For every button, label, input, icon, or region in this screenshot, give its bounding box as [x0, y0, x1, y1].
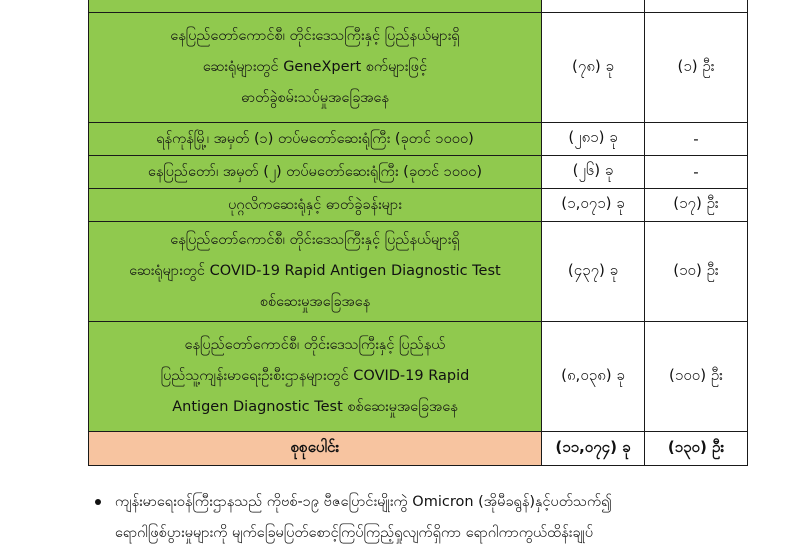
row-description [89, 13, 542, 123]
row-description-line: နေပြည်တော်ကောင်စီ၊ တိုင်းဒေသကြီးနှင့် ပြည်နယ် [184, 337, 446, 353]
row-description-line: ပြည်သူ့ကျန်းမာရေးဦးစီးဌာနများတွင် COVID-19 Rapid [160, 368, 470, 384]
row-description-line: နေပြည်တော်ကောင်စီ၊ တိုင်းဒေသကြီးနှင့် ပြည်နယ်များရှိ [170, 232, 460, 248]
row-people: (၁၇) ဦး [645, 189, 748, 222]
total-label: စုစုပေါင်း [89, 432, 542, 466]
bullet-section [95, 487, 795, 549]
row-description-line: စစ်ဆေးမှုအခြေအနေ [259, 294, 371, 310]
row-count: (၂၆) ခု [542, 156, 645, 189]
row-description [89, 189, 542, 222]
table-row [89, 0, 748, 13]
row-count: (၈,၀၃၈) ခု [542, 322, 645, 432]
row-count: (၂၈၁) ခု [542, 123, 645, 156]
row-description [89, 0, 542, 13]
row-people: - [645, 123, 748, 156]
bullet-text-line1: ကျန်းမာရေးဝန်ကြီးဌာနသည် ကိုဗစ်-၁၉ ဗီဇပြောင်းမျိုးကွဲ Omicron (အိုမီခရွန်)နှင့်ပတ်သက်၍ [115, 494, 613, 510]
table-row [89, 189, 748, 222]
bullet-dot-icon [95, 499, 101, 505]
row-description-line: ပုဂ္ဂလိကဆေးရုံနှင့် ဓာတ်ခွဲခန်းများ [228, 196, 402, 213]
row-description-line: နေပြည်တော်ကောင်စီ၊ တိုင်းဒေသကြီးနှင့် ပြည်နယ်များရှိ [170, 28, 460, 44]
row-description-line: ဆေးရုံများတွင် COVID-19 Rapid Antigen Diagnostic Test [129, 263, 501, 279]
total-people: (၁၃၀) ဦး [645, 432, 748, 466]
row-count: (၄၃၇) ခု [542, 222, 645, 322]
total-count: (၁၁,၀၇၄) ခု [542, 432, 645, 466]
row-description [89, 322, 542, 432]
row-people: - [645, 156, 748, 189]
row-count: (၁,၀၇၁) ခု [542, 189, 645, 222]
row-description [89, 222, 542, 322]
row-people [645, 0, 748, 13]
row-description [89, 156, 542, 189]
row-count: (၇၈) ခု [542, 13, 645, 123]
table-row [89, 222, 748, 322]
bullet-item [95, 487, 795, 518]
row-description-line: နေပြည်တော်၊ အမှတ် (၂) တပ်မတော်ဆေးရုံကြီး (ခုတင် ၁၀၀၀) [147, 163, 483, 180]
row-people: (၁၀၀) ဦး [645, 322, 748, 432]
row-description-line: ဓာတ်ခွဲစမ်းသပ်မှုအခြေအနေ [241, 90, 389, 106]
row-description-line: ဆေးရုံများတွင် GeneXpert စက်များဖြင့် [202, 59, 428, 75]
row-people: (၁) ဦး [645, 13, 748, 123]
row-count [542, 0, 645, 13]
row-description-line: ရန်ကုန်မြို့၊ အမှတ် (၁) တပ်မတော်ဆေးရုံကြီး (ခုတင် ၁၀၀၀) [156, 130, 474, 147]
testing-table [88, 0, 748, 466]
table-row [89, 123, 748, 156]
bullet-text-line2: ရောဂါဖြစ်ပွားမှုများကို မျက်ခြေမပြတ်စောင့်ကြပ်ကြည့်ရှုလျက်ရှိကာ ရောဂါကာကွယ်ထိန်းချုပ် [115, 525, 594, 541]
total-row [89, 432, 748, 466]
table-row [89, 13, 748, 123]
table-row [89, 156, 748, 189]
row-description-line: Antigen Diagnostic Test စစ်ဆေးမှုအခြေအနေ [172, 399, 458, 415]
table-row [89, 322, 748, 432]
row-description [89, 123, 542, 156]
row-people: (၁၀) ဦး [645, 222, 748, 322]
